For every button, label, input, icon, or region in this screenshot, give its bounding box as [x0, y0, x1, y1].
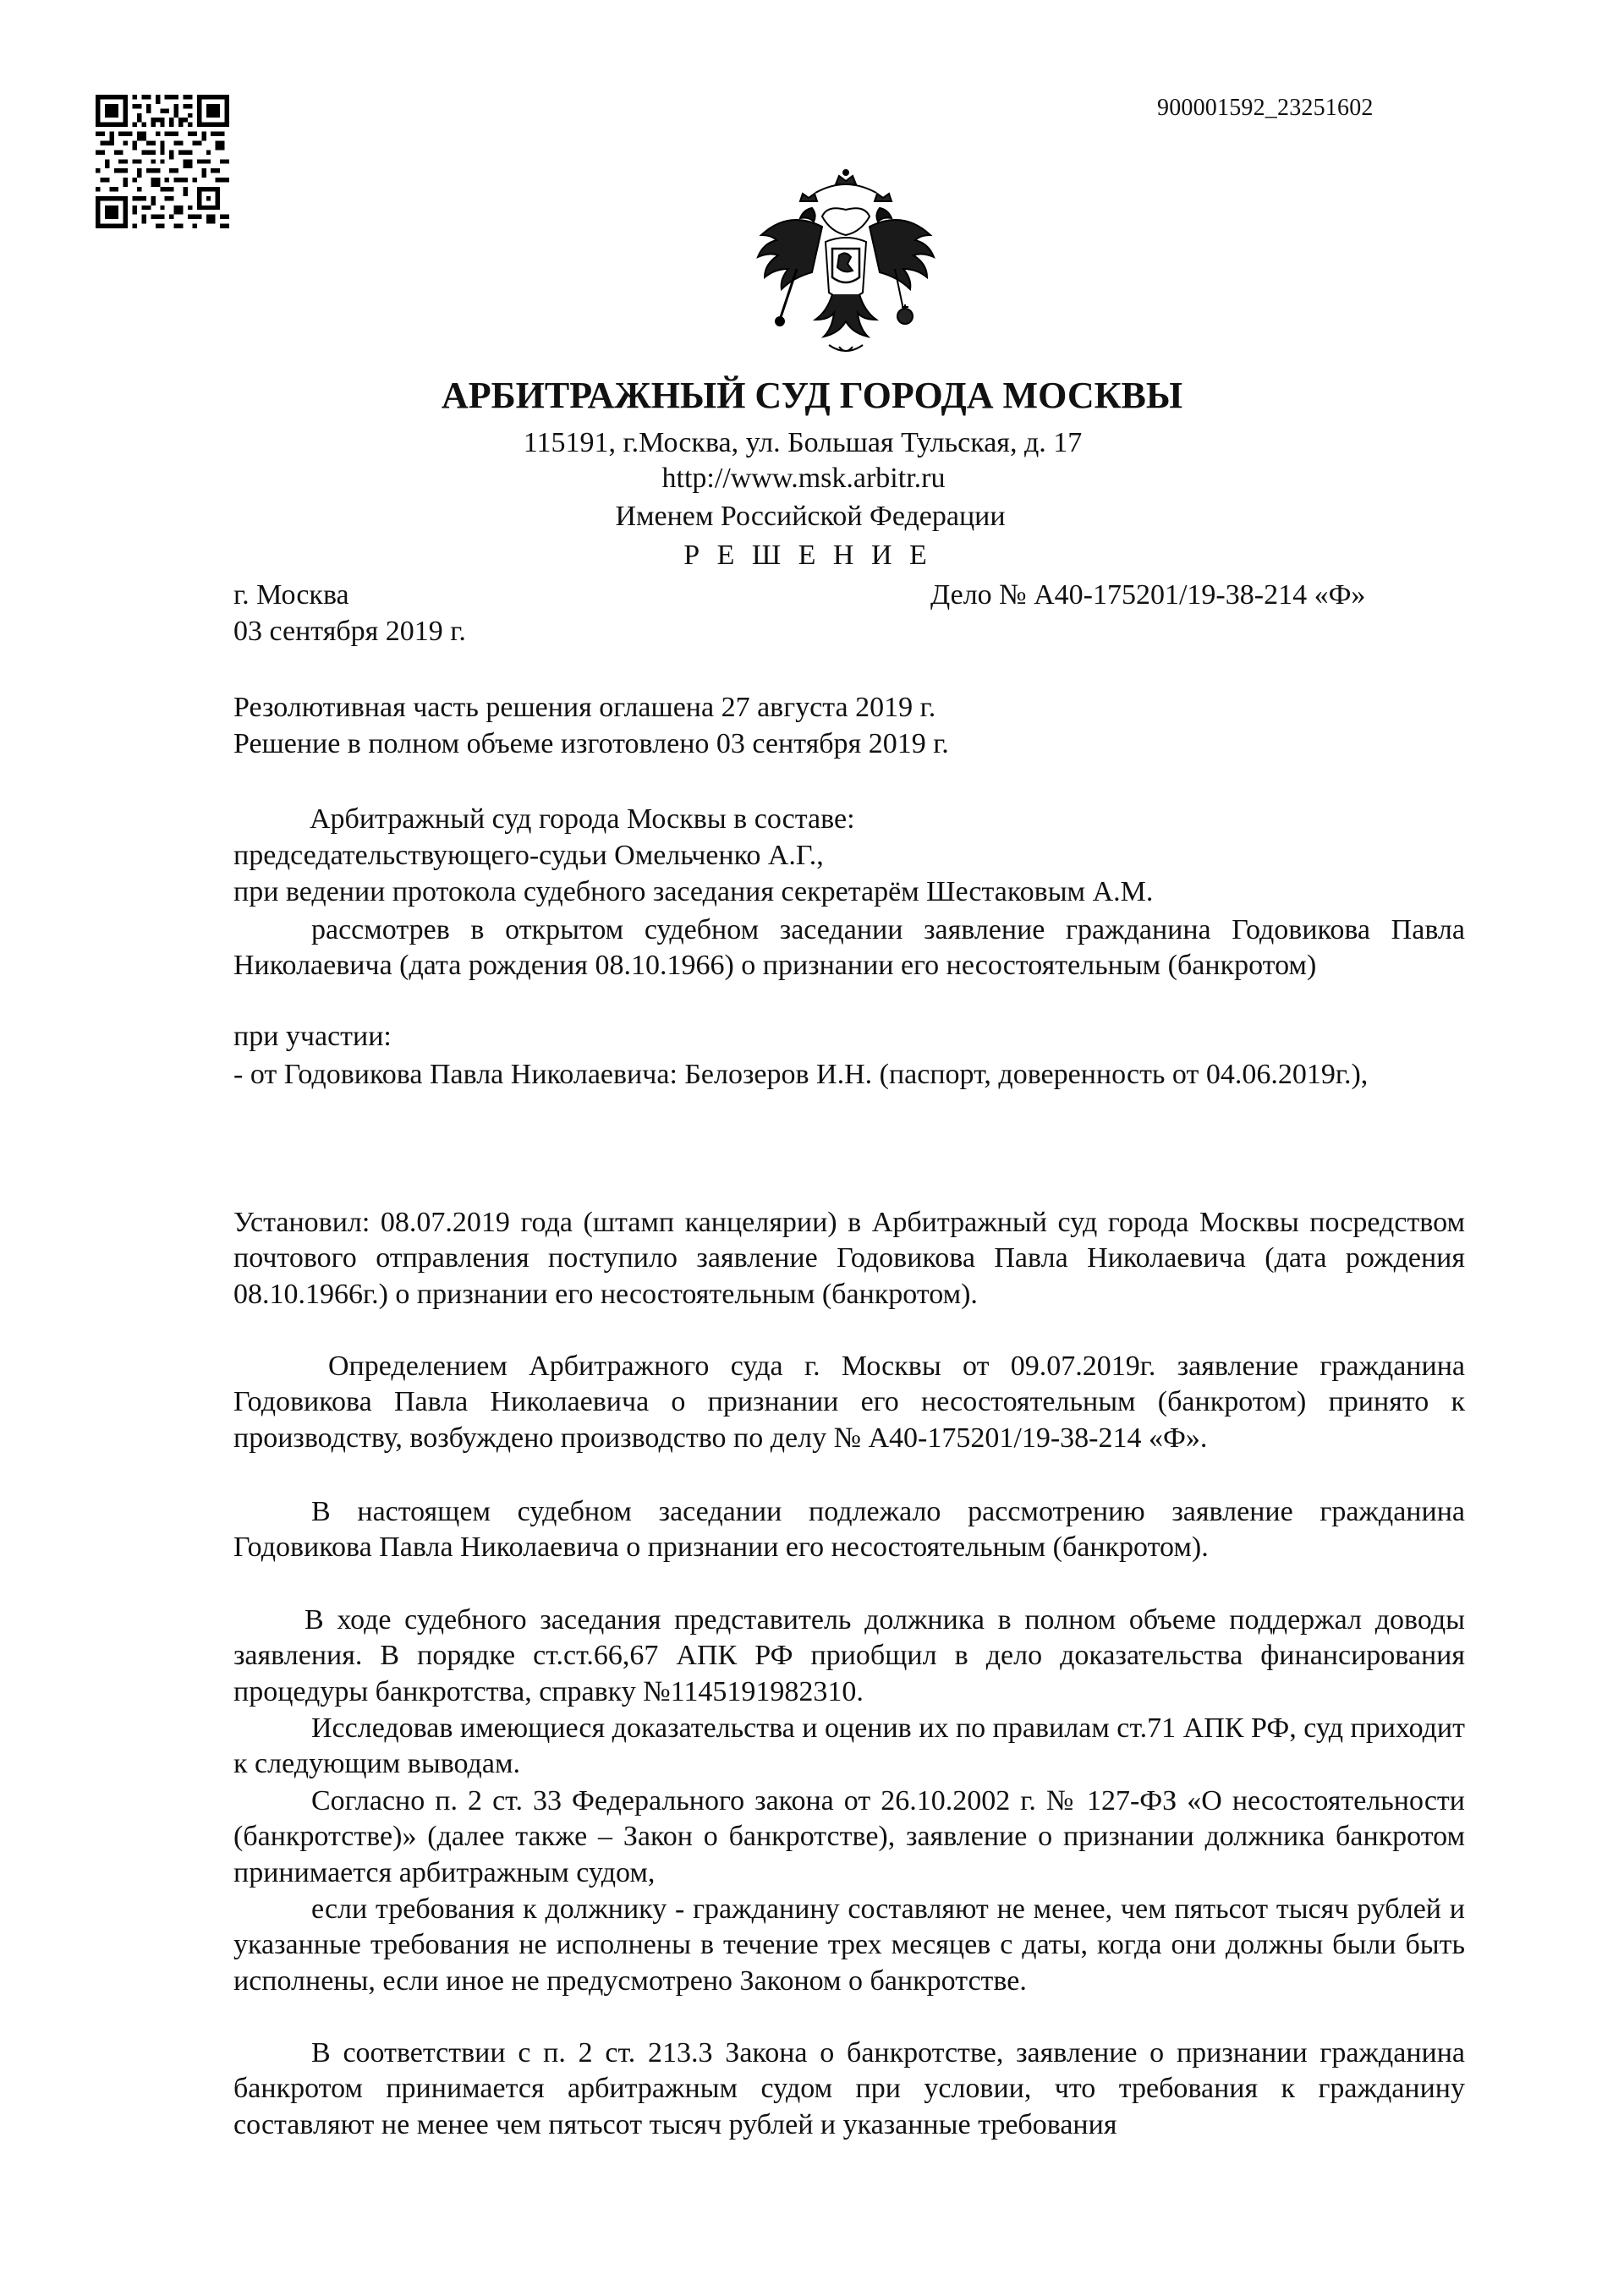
participation-paragraph — [233, 1057, 1465, 1093]
considered-paragraph — [233, 912, 1465, 984]
decision-title: Р Е Ш Е Н И Е — [683, 540, 932, 571]
court-composition: Арбитражный суд города Москвы в составе: — [310, 803, 855, 835]
participation-text: - от Годовикова Павла Николаевича: Белозеров И.Н. (паспорт, доверенность от 04.06.2019г.), — [233, 1059, 1369, 1090]
examined-paragraph — [233, 1711, 1465, 1783]
session-text: В настоящем судебном заседании подлежало рассмотрению заявление гражданина Годовикова Павла Николаевича о признании его несостоятельным (банкротом). — [233, 1496, 1465, 1564]
ruling-paragraph — [233, 1349, 1465, 1456]
participation-label: при участии: — [233, 1021, 392, 1052]
operative-part-date: Резолютивная часть решения оглашена 27 августа 2019 г. — [233, 692, 936, 723]
hearing-paragraph — [233, 1603, 1465, 1710]
requirements-text: если требования к должнику - гражданину составляют не менее, чем пятьсот тысяч рублей и указанные требования не исполнены в течение трех месяцев с даты, когда они должны были быть исполнены, если иное не предусмотрено Законом о банкротстве. — [233, 1893, 1465, 1997]
according-text: Согласно п. 2 ст. 33 Федерального закона от 26.10.2002 г. № 127-ФЗ «О несостоятельности (банкротстве)» (далее также – Закон о банкротстве), заявление о признании должника банкротом принимается арбитражным судом, — [233, 1785, 1465, 1888]
coat-of-arms-emblem — [744, 167, 947, 370]
decision-date: 03 сентября 2019 г. — [233, 616, 466, 647]
court-address: 115191, г.Москва, ул. Большая Тульская, д. 17 — [523, 427, 1083, 458]
accordance-text: В соответствии с п. 2 ст. 213.3 Закона о банкротстве, заявление о признании гражданина банкротом принимается арбитражным судом при условии, что требования к гражданину составляют не менее чем пятьсот тысяч рублей и указанные требования — [233, 2037, 1465, 2140]
document-id: 900001592_23251602 — [1157, 95, 1374, 121]
accordance-paragraph — [233, 2036, 1465, 2143]
case-number: Дело № А40-175201/19-38-214 «Ф» — [930, 579, 1366, 611]
considered-text: рассмотрев в открытом судебном заседании заявление гражданина Годовикова Павла Николаевича (дата рождения 08.10.1966) о признании его несостоятельным (банкротом) — [233, 914, 1465, 982]
according-paragraph — [233, 1784, 1465, 1891]
presiding-judge: председательствующего-судьи Омельченко А.Г., — [233, 840, 824, 871]
established-paragraph — [233, 1205, 1465, 1312]
ruling-text: Определением Арбитражного суда г. Москвы от 09.07.2019г. заявление гражданина Годовикова Павла Николаевича о признании его несостоятельным (банкротом) принято к производству, возбуждено производство по делу № А40-175201/19-38-214 «Ф». — [233, 1351, 1465, 1454]
secretary: при ведении протокола судебного заседания секретарём Шестаковым А.М. — [233, 876, 1154, 907]
established-text: Установил: 08.07.2019 года (штамп канцелярии) в Арбитражный суд города Москвы посредством почтового отправления поступило заявление Годовикова Павла Николаевича (дата рождения 08.10.1966г.) о признании его несостоятельным (банкротом). — [233, 1207, 1465, 1310]
qr-code — [96, 95, 229, 228]
full-decision-date: Решение в полном объеме изготовлено 03 сентября 2019 г. — [233, 728, 949, 759]
session-paragraph — [233, 1494, 1465, 1566]
requirements-paragraph — [233, 1892, 1465, 1999]
in-the-name-of-federation: Именем Российской Федерации — [615, 501, 1006, 532]
examined-text: Исследовав имеющиеся доказательства и оценив их по правилам ст.71 АПК РФ, суд приходит к следующим выводам. — [233, 1712, 1465, 1780]
court-website: http://www.msk.arbitr.ru — [661, 463, 946, 494]
city: г. Москва — [233, 579, 349, 611]
court-name: АРБИТРАЖНЫЙ СУД ГОРОДА МОСКВЫ — [441, 375, 1183, 416]
hearing-text: В ходе судебного заседания представитель должника в полном объеме поддержал доводы заявления. В порядке ст.ст.66,67 АПК РФ приобщил в дело доказательства финансирования процедуры банкротства, справку №1145191982310. — [233, 1604, 1465, 1707]
